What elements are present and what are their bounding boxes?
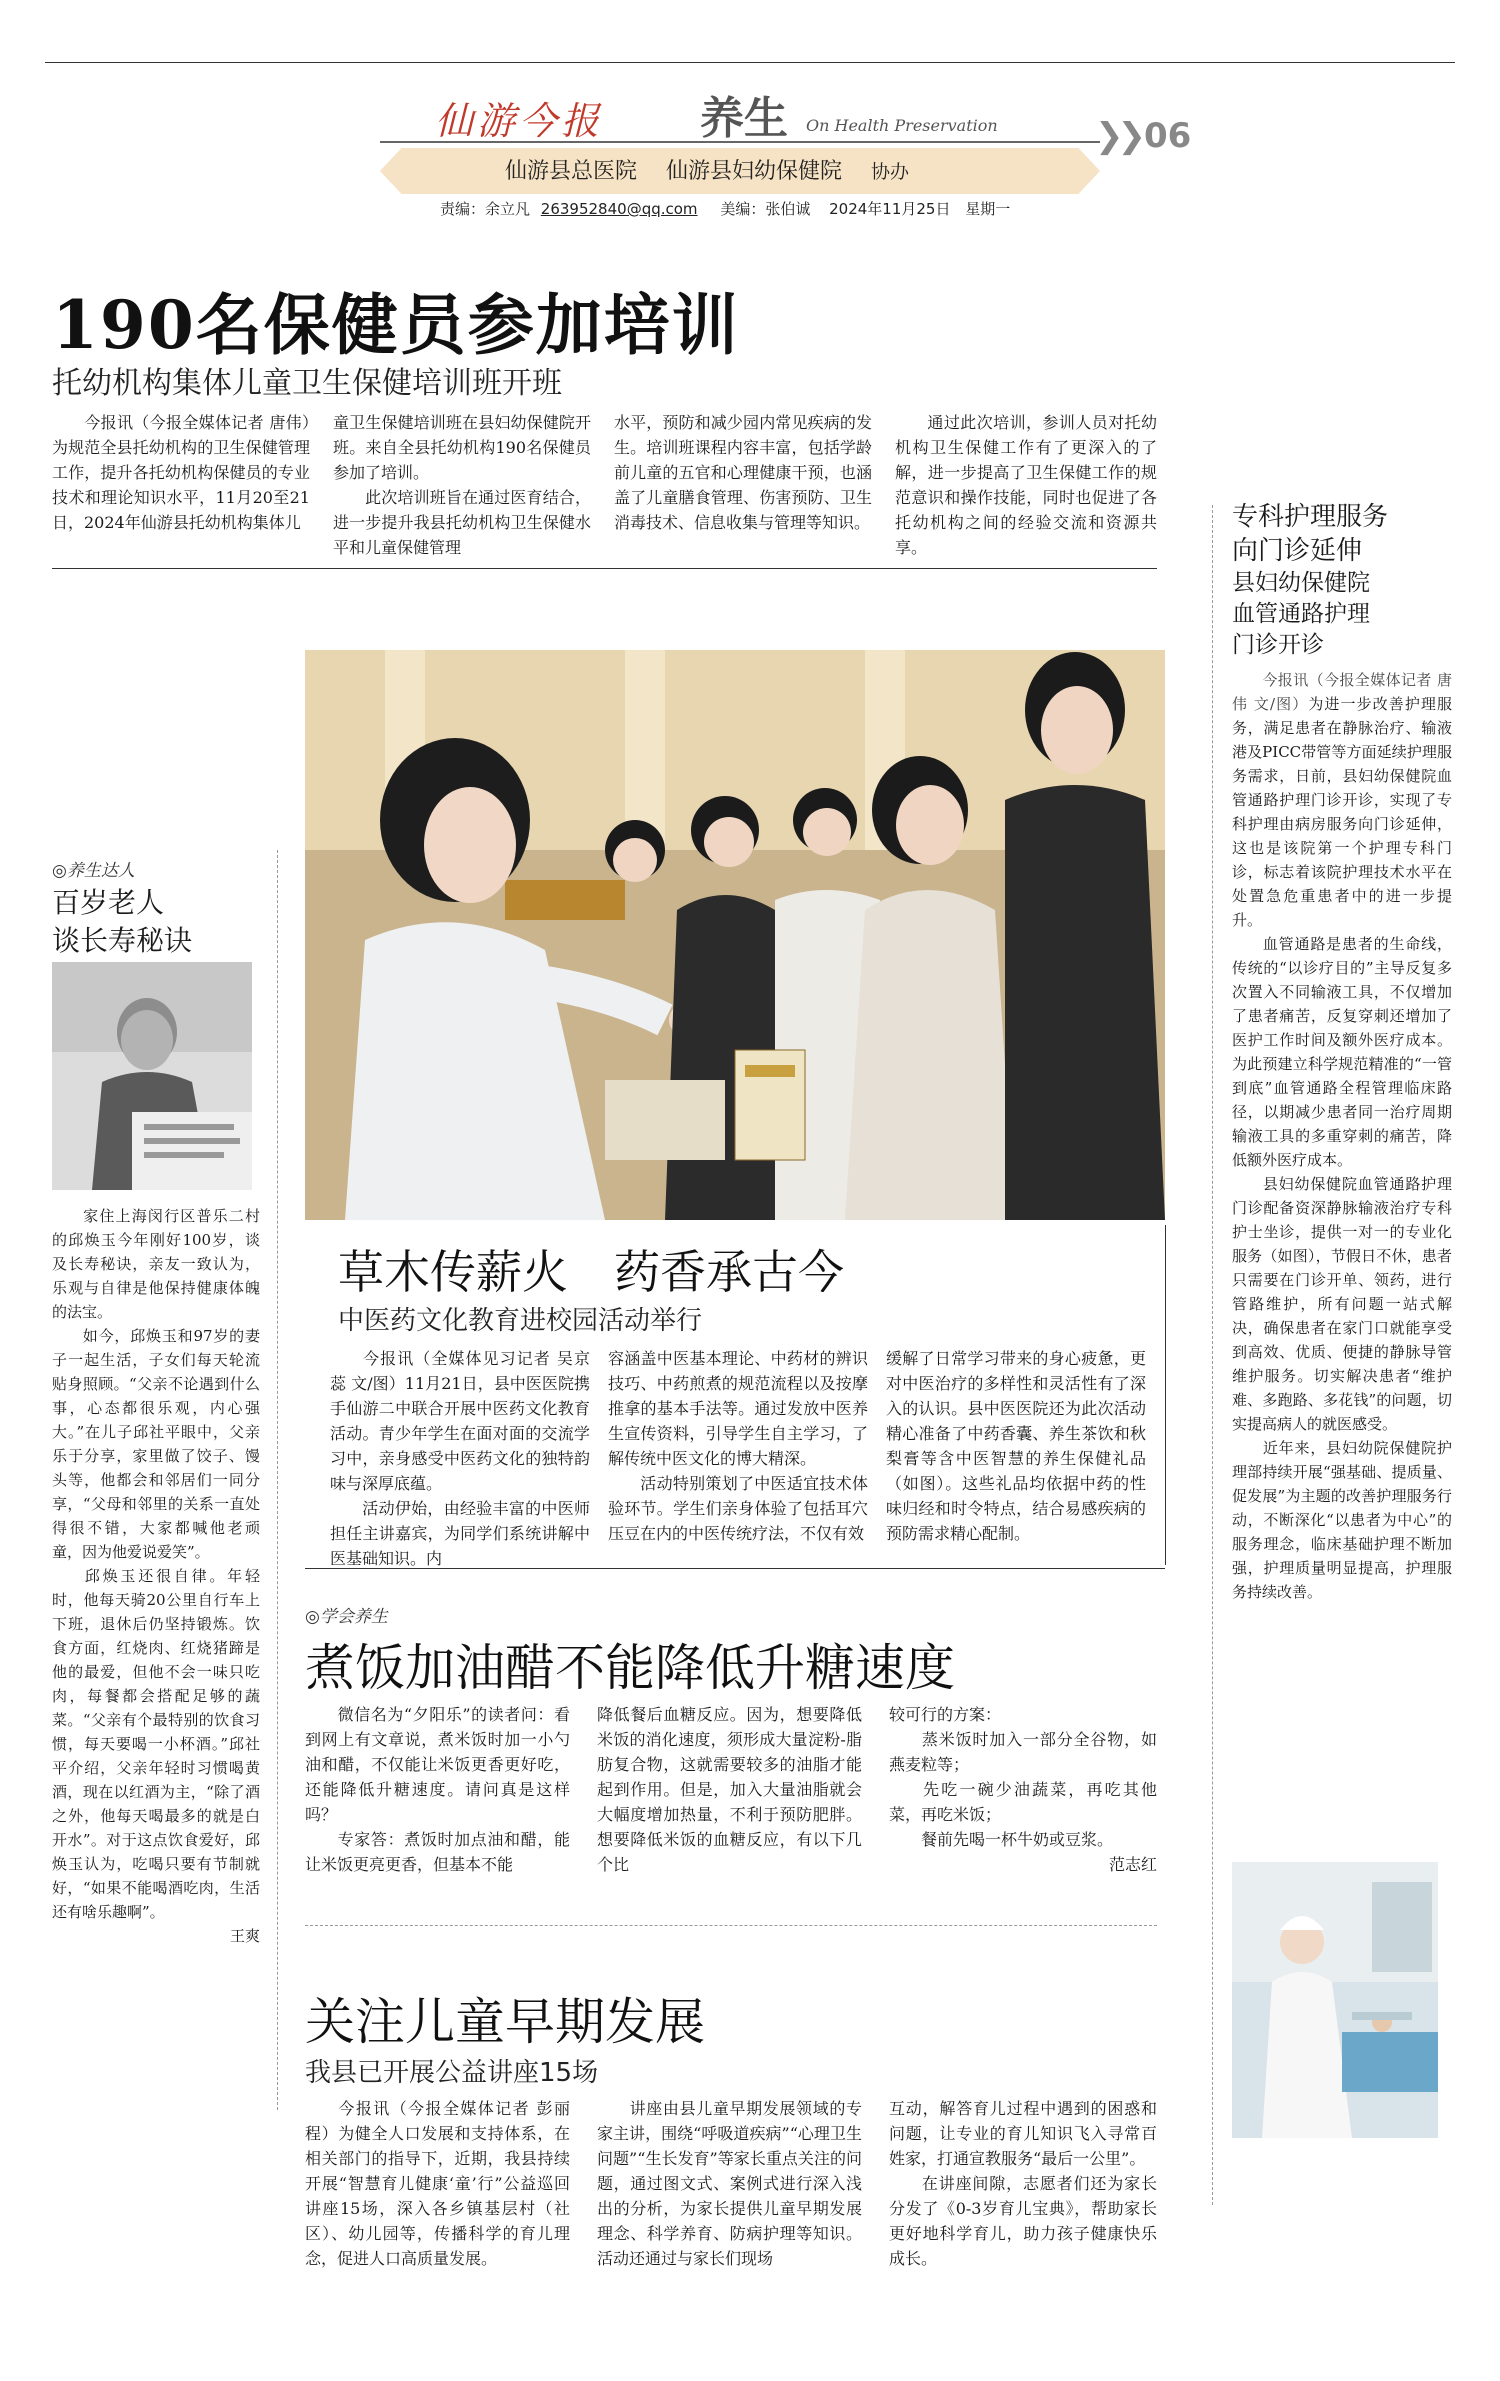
rice-headline: 煮饭加油醋不能降低升糖速度: [305, 1639, 955, 1697]
tcm-paragraph: [330, 1496, 590, 1571]
rice-paragraph: [305, 1702, 570, 1827]
child-column-1: [305, 2096, 570, 2271]
rice-text-3a: 较可行的方案：: [889, 1705, 1002, 1724]
tcm-bottom-rule: [305, 1568, 1165, 1569]
tcm-paragraph: [886, 1346, 1146, 1546]
rice-author-name: 范志红: [1108, 1855, 1157, 1874]
elder-title-block: [52, 884, 192, 960]
elder-author: [52, 1924, 260, 1948]
tcm-column-1: [330, 1346, 590, 1571]
nursing-byline: 今报讯（今报全媒体记者 唐伟 文/图）: [1232, 671, 1452, 713]
tcm-headline: 草木传薪火 药香承古今: [338, 1245, 844, 1299]
rice-text-1b: 专家答：煮饭时加点油和醋，能让米饭更亮更香，但基本不能: [305, 1830, 570, 1874]
child-paragraph: [889, 2096, 1157, 2171]
elder-title-line-1: 百岁老人: [52, 886, 165, 919]
rice-column-1: [305, 1702, 570, 1877]
rice-author: [889, 1852, 1157, 1877]
nursing-title-block: [1232, 500, 1452, 661]
lead-text-4: 通过此次培训，参训人员对托幼机构卫生保健工作有了更深入的了解，进一步提高了卫生保健工作的规范意识和操作技能，同时也促进了各托幼机构之间的经验交流和资源共享。: [895, 413, 1157, 557]
child-text-3a: 互动，解答育儿过程中遇到的困惑和问题，让专业的育儿知识飞入寻常百姓家，打通宣教服务“最后一公里”。: [889, 2099, 1157, 2168]
lead-paragraph: [52, 410, 310, 535]
editor-email-link[interactable]: 263952840@qq.com: [540, 200, 698, 218]
rice-text-3d: 餐前先喝一杯牛奶或豆浆。: [921, 1830, 1114, 1849]
left-column-divider: [277, 850, 278, 2110]
lead-paragraph: [895, 410, 1157, 560]
child-column-2: [597, 2096, 862, 2271]
nursing-paragraph: [1232, 1172, 1452, 1436]
tcm-subhead: 中医药文化教育进校园活动举行: [338, 1306, 703, 1336]
rice-bottom-rule: [305, 1925, 1157, 1926]
section-title-en: On Health Preservation: [806, 116, 998, 135]
elder-paragraph: [52, 1564, 260, 1924]
rice-column-2: [597, 1702, 862, 1877]
tcm-box-right-rule: [1165, 1225, 1166, 1565]
rice-paragraph: [305, 1827, 570, 1877]
nursing-text-1: 为进一步改善护理服务，满足患者在静脉治疗、输液港及PICC带管等方面延续护理服务需求，日前，县妇幼保健院血管通路护理门诊开诊，实现了专科护理由病房服务向门诊延伸，这也是该院第一个护理专科门诊，标志着该院护理技术水平在处置急危重患者中的进一步提升。: [1232, 695, 1452, 929]
elder-text-2: 如今，邱焕玉和97岁的妻子一起生活，子女们每天轮流贴身照顾。“父亲不论遇到什么事，心态都很乐观，内心强大。”在儿子邱社平眼中，父亲乐于分享，家里做了饺子、馒头等，他都会和邻居们一同分享，“父母和邻里的关系一直处得很不错，大家都喊他老顽童，因为他爱说爱笑”。: [52, 1327, 260, 1561]
designer-name: 美编：张伯诚: [720, 200, 811, 218]
child-text-1: 今报讯（今报全媒体记者 彭丽程）为健全人口发展和支持体系，在相关部门的指导下，近期，我县持续开展“智慧育儿健康‘童’行”公益巡回讲座15场，深入各乡镇基层村（社区）、幼儿园等，传播科学的育儿理念，促进人口高质量发展。: [305, 2099, 570, 2268]
tcm-paragraph: [608, 1346, 868, 1471]
lead-headline: 190名保健员参加培训: [52, 286, 740, 364]
top-rule: [45, 62, 1455, 63]
nursing-title-line-1: 专科护理服务: [1232, 502, 1389, 532]
lead-column-1: [52, 410, 310, 535]
issue-date: 2024年11月25日: [829, 200, 951, 218]
child-headline: 关注儿童早期发展: [305, 1993, 705, 2051]
child-subhead: 我县已开展公益讲座15场: [305, 2058, 599, 2088]
rice-text-3b: 蒸米饭时加入一部分全谷物，如燕麦粒等；: [889, 1730, 1157, 1774]
tcm-text-1b: 活动伊始，由经验丰富的中医师担任主讲嘉宾，为同学们系统讲解中医基础知识。内: [330, 1499, 590, 1568]
lead-paragraph: [333, 485, 591, 560]
nursing-clinic-photo: [1232, 1862, 1438, 2138]
child-column-3: [889, 2096, 1157, 2271]
elder-paragraph: [52, 1324, 260, 1564]
nursing-body: [1232, 668, 1452, 1604]
tcm-column-3: [886, 1346, 1146, 1546]
nursing-paragraph: [1232, 932, 1452, 1172]
elder-paragraph: [52, 1204, 260, 1324]
header-rule: [380, 141, 1100, 143]
rice-text-1a: 微信名为“夕阳乐”的读者问：看到网上有文章说，煮米饭时加一小勺油和醋，不仅能让米饭更香更好吃，还能降低升糖速度。请问真是这样吗？: [305, 1705, 570, 1824]
lead-column-2: [333, 410, 591, 560]
rice-paragraph: [889, 1777, 1157, 1827]
rice-text-3c: 先吃一碗少油蔬菜，再吃其他菜，再吃米饭；: [889, 1780, 1157, 1824]
tcm-text-3: 缓解了日常学习带来的身心疲惫，更对中医治疗的多样性和灵活性有了深入的认识。县中医医院还为此次活动精心准备了中药香囊、养生茶饮和秋梨膏等含中医智慧的养生保健礼品（如图）。这些礼品均依据中药的性味归经和时令特点，结合易感疾病的预防需求精心配制。: [886, 1349, 1146, 1543]
rice-column-3: [889, 1702, 1157, 1877]
nursing-paragraph: [1232, 668, 1452, 932]
cohost-2: 仙游县妇幼保健院: [666, 159, 843, 184]
lead-column-4: [895, 410, 1157, 560]
elder-title-line-2: 谈长寿秘诀: [52, 924, 193, 957]
rice-kicker: ◎学会养生: [305, 1607, 388, 1627]
section-title: 养生: [700, 93, 788, 144]
lead-text-2b: 此次培训班旨在通过医育结合，进一步提升我县托幼机构卫生保健水平和儿童保健管理: [333, 488, 591, 557]
lead-text-1: 今报讯（今报全媒体记者 唐伟）为规范全县托幼机构的卫生保健管理工作，提升各托幼机构保健员的专业技术和理论知识水平，11月20至21日，2024年仙游县托幼机构集体儿: [52, 413, 310, 532]
lead-text-3: 水平，预防和减少园内常见疾病的发生。培训班课程内容丰富，包括学龄前儿童的五官和心理健康干预，也涵盖了儿童膳食管理、伤害预防、卫生消毒技术、信息收集与管理等知识。: [614, 413, 872, 532]
nursing-subtitle-line-3: 门诊开诊: [1232, 632, 1324, 658]
rice-paragraph: [889, 1827, 1157, 1852]
page-chevron-icon: ❯❯: [1095, 116, 1140, 156]
rice-paragraph: [597, 1702, 862, 1877]
lead-subhead: 托幼机构集体儿童卫生保健培训班开班: [52, 366, 562, 401]
tcm-text-1a: 今报讯（全媒体见习记者 吴京蕊 文/图）11月21日，县中医医院携手仙游二中联合开展中医药文化教育活动。青少年学生在面对面的交流学习中，亲身感受中医药文化的独特韵味与深厚底蕴。: [330, 1349, 590, 1493]
nursing-text-3: 县妇幼保健院血管通路护理门诊配备资深静脉输液治疗专科护士坐诊，提供一对一的专业化服务（如图），节假日不休，患者只需要在门诊开单、领药，进行管路维护，所有问题一站式解决，确保患者在家门口就能享受到高效、优质、便捷的静脉导管维护服务。切实解决患者“维护难、多跑路、多花钱”的问题，切实提高病人的就医感受。: [1232, 1175, 1452, 1433]
page-number: [1095, 116, 1191, 156]
rice-paragraph: [889, 1702, 1157, 1727]
lead-bottom-rule: [52, 568, 1157, 569]
lead-paragraph: [614, 410, 872, 535]
child-paragraph: [305, 2096, 570, 2271]
lead-text-2a: 童卫生保健培训班在县妇幼保健院开班。来自全县托幼机构190名保健员参加了培训。: [333, 413, 591, 482]
child-text-3b: 在讲座间隙，志愿者们还为家长分发了《0-3岁育儿宝典》，帮助家长更好地科学育儿，助力孩子健康快乐成长。: [889, 2174, 1157, 2268]
nursing-text-2: 血管通路是患者的生命线，传统的“以诊疗目的”主导反复多次置入不同输液工具，不仅增加了患者痛苦，反复穿刺还增加了医护工作时间及额外医疗成本。为此预建立科学规范精准的“一管到底”血管通路全程管理临床路径，以期减少患者同一治疗周期输液工具的多重穿刺的痛苦，降低额外医疗成本。: [1232, 935, 1452, 1169]
tcm-column-2: [608, 1346, 868, 1546]
editor-info: [440, 198, 1010, 219]
right-column-divider: [1212, 505, 1213, 2205]
page-number-text: 06: [1143, 116, 1192, 156]
cohost-tag: 协办: [871, 161, 910, 183]
nursing-subtitle-line-1: 县妇幼保健院: [1232, 570, 1370, 596]
tcm-text-2b: 活动特别策划了中医适宜技术体验环节。学生们亲身体验了包括耳穴压豆在内的中医传统疗法，不仅有效: [608, 1474, 868, 1543]
nursing-paragraph: [1232, 1436, 1452, 1604]
elder-text-1: 家住上海闵行区普乐二村的邱焕玉今年刚好100岁，谈及长寿秘诀，亲友一致认为，乐观与自律是他保持健康体魄的法宝。: [52, 1207, 260, 1321]
editor-name: 责编：余立凡: [440, 200, 531, 218]
elder-kicker: ◎养生达人: [52, 861, 135, 881]
nursing-text-4: 近年来，县妇幼院保健院护理部持续开展“强基础、提质量、促发展”为主题的改善护理服务行动，不断深化“以患者为中心”的服务理念，临床基础护理不断加强，护理质量明显提高，护理服务持续改善。: [1232, 1439, 1452, 1601]
tcm-text-2a: 容涵盖中医基本理论、中药材的辨识技巧、中药煎煮的规范流程以及按摩推拿的基本手法等。通过发放中医养生宣传资料，引导学生自主学习，了解传统中医文化的博大精深。: [608, 1349, 868, 1468]
lead-paragraph: [333, 410, 591, 485]
child-paragraph: [597, 2096, 862, 2271]
nursing-subtitle-line-2: 血管通路护理: [1232, 601, 1370, 627]
rice-text-2: 降低餐后血糖反应。因为，想要降低米饭的消化速度，须形成大量淀粉-脂肪复合物，这就需要较多的油脂才能起到作用。但是，加入大量油脂就会大幅度增加热量，不利于预防肥胖。想要降低米饭的血糖反应，有以下几个比: [597, 1705, 862, 1874]
elder-text-3: 邱焕玉还很自律。年轻时，他每天骑20公里自行车上下班，退休后仍坚持锻炼。饮食方面，红烧肉、红烧猪蹄是他的最爱，但他不会一味只吃肉，每餐都会搭配足够的蔬菜。“父亲有个最特别的饮食习惯，每天要喝一小杯酒。”邱社平介绍，父亲年轻时习惯喝黄酒，现在以红酒为主，“除了酒之外，他每天喝最多的就是白开水”。对于这点饮食爱好，邱焕玉认为，吃喝只要有节制就好，“如果不能喝酒吃肉，生活还有啥乐趣啊”。: [52, 1567, 260, 1921]
elder-author-name: 王爽: [229, 1927, 260, 1945]
child-paragraph: [889, 2171, 1157, 2271]
rice-paragraph: [889, 1727, 1157, 1777]
tcm-activity-photo: [305, 650, 1165, 1220]
tcm-paragraph: [608, 1471, 868, 1546]
elder-body: [52, 1204, 260, 1948]
issue-weekday: 星期一: [965, 200, 1011, 218]
cohost-line: [505, 154, 909, 185]
tcm-paragraph: [330, 1346, 590, 1496]
nursing-title-line-2: 向门诊延伸: [1232, 536, 1363, 566]
paper-logo: 仙游今报: [435, 99, 604, 143]
lead-column-3: [614, 410, 872, 535]
cohost-1: 仙游县总医院: [505, 159, 638, 184]
child-text-2: 讲座由县儿童早期发展领域的专家主讲，围绕“呼吸道疾病”“心理卫生问题”“生长发育”等家长重点关注的问题，通过图文式、案例式进行深入浅出的分析，为家长提供儿童早期发展理念、科学养育、防病护理等知识。活动还通过与家长们现场: [597, 2099, 862, 2268]
elder-portrait-photo: [52, 962, 252, 1190]
